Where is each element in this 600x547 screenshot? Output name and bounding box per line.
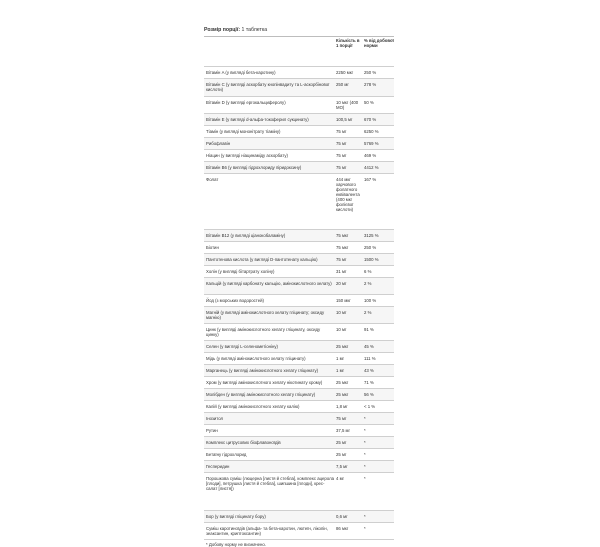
nutrient-name: Біотин	[206, 244, 219, 250]
nutrient-amount: 25 мкг	[336, 343, 349, 349]
table-row	[204, 340, 394, 352]
nutrient-name: Селен (у вигляді L-селенометіоніну)	[206, 343, 278, 349]
nutrient-daily-value: 2 %	[364, 309, 372, 315]
table-row	[204, 161, 394, 173]
table-row	[204, 113, 394, 125]
nutrient-daily-value: 4412 %	[364, 164, 379, 170]
serving-size-label: Розмір порції:	[204, 27, 241, 33]
nutrient-amount: 37,5 мг	[336, 427, 351, 433]
nutrient-amount: 4 мг	[336, 475, 345, 481]
table-row	[204, 510, 394, 522]
nutrient-name: Вітамін D (у вигляді ергокальциферолу)	[206, 99, 286, 105]
table-row	[204, 125, 394, 137]
table-row	[204, 229, 394, 241]
nutrient-name: Вітамін E (у вигляді d-альфа-токоферил сукцинату)	[206, 116, 309, 122]
nutrient-amount: 25 мкг	[336, 391, 349, 397]
nutrient-daily-value: 670 %	[364, 116, 377, 122]
nutrient-daily-value: *	[364, 451, 366, 457]
nutrient-daily-value: 250 %	[364, 244, 377, 250]
nutrient-daily-value: *	[364, 427, 366, 433]
nutrient-daily-value: 100 %	[364, 297, 377, 303]
nutrient-daily-value: 2 %	[364, 280, 372, 286]
nutrient-amount: 75 мг	[336, 256, 347, 262]
nutrient-amount: 75 мг	[336, 140, 347, 146]
nutrient-amount: 75 мг	[336, 152, 347, 158]
nutrient-amount: 75 мг	[336, 128, 347, 134]
table-row	[204, 149, 394, 161]
table-row	[204, 522, 394, 539]
nutrient-name: Тіамін (у вигляді мононітрату тіаміну)	[206, 128, 281, 134]
nutrient-daily-value: 6 %	[364, 268, 372, 274]
nutrient-daily-value: 43 %	[364, 367, 374, 373]
nutrient-amount: 10 мкг (400 МО)	[336, 99, 359, 110]
nutrient-name: Суміш каротиноїдів (альфа- та бета-каротин, лютеїн, лікопін, зеаксантин, криптоксантин)	[206, 525, 328, 536]
nutrient-name: Порошкова суміш (люцерна [листя й стебла], комплекс ацерола [плоди], петрушка [листя й стебла], шипшина [плоди], крес-салат [листя])	[206, 475, 334, 491]
header-name-spacer	[204, 38, 334, 66]
table-row	[204, 294, 394, 306]
nutrient-name: Гесперидин	[206, 463, 230, 469]
nutrient-daily-value: 5769 %	[364, 140, 379, 146]
nutrient-amount: 75 мкг	[336, 244, 349, 250]
nutrient-amount: 75 мг	[336, 415, 347, 421]
nutrient-amount: 444 мкг харчового фолатного еквівалента (400 мкг фолієвої кислоти)	[336, 176, 360, 212]
nutrient-name: Йод (з морських водоростей)	[206, 297, 264, 303]
table-row	[204, 436, 394, 448]
nutrient-daily-value: 111 %	[364, 355, 376, 361]
nutrient-daily-value: 250 %	[364, 69, 377, 75]
header-amount: Кількість в 1 порції	[336, 38, 360, 48]
nutrient-name: Пантотенова кислота (у вигляді D-пантотенату кальцію)	[206, 256, 318, 262]
nutrient-daily-value: *	[364, 525, 366, 531]
nutrient-amount: 2250 мкг	[336, 69, 354, 75]
nutrient-daily-value: 50 %	[364, 99, 374, 105]
nutrient-name: Вітамін C (у вигляді аскорбату кнопінвадиту та L-аскорбінової кислоти)	[206, 81, 330, 92]
nutrient-amount: 20 мг	[336, 280, 347, 286]
nutrient-amount: 31 мг	[336, 268, 347, 274]
nutrient-amount: 0,6 мг	[336, 513, 348, 519]
nutrient-name: Рутин	[206, 427, 218, 433]
nutrient-daily-value: 1500 %	[364, 256, 379, 262]
table-row	[204, 253, 394, 265]
nutrient-name: Ніацин (у вигляді ніацинаміду аскорбату)	[206, 152, 288, 158]
table-row	[204, 137, 394, 149]
nutrient-table	[204, 66, 394, 539]
nutrient-amount: 25 мг	[336, 439, 347, 445]
nutrient-daily-value: 91 %	[364, 326, 374, 332]
nutrient-name: Холін (у вигляді бітартрату холіну)	[206, 268, 275, 274]
nutrient-daily-value: 469 %	[364, 152, 377, 158]
nutrient-amount: 10 мг	[336, 326, 347, 332]
table-row	[204, 376, 394, 388]
nutrient-name: Калій (у вигляді амінокислотного хелату калію)	[206, 403, 300, 409]
nutrient-daily-value: *	[364, 513, 366, 519]
table-row	[204, 448, 394, 460]
nutrient-amount: 250 мг	[336, 81, 349, 87]
nutrient-name: Молібден (у вигляді амінокислотного хелату гліцинату)	[206, 391, 316, 397]
footnote: * Добову норму не визначено.	[204, 539, 394, 547]
nutrient-name: Вітамін B6 (у вигляді гідрохлориду піридоксину)	[206, 164, 302, 170]
nutrient-amount: 1 мг	[336, 355, 345, 361]
nutrient-name: Цинк (у вигляді амінокислотного хелату гліцинату, оксиду цинку)	[206, 326, 321, 337]
nutrient-daily-value: < 1 %	[364, 403, 376, 409]
nutrient-amount: 75 мг	[336, 164, 347, 170]
nutrient-daily-value: 45 %	[364, 343, 374, 349]
nutrient-daily-value: 167 %	[364, 176, 377, 182]
nutrient-daily-value: *	[364, 439, 366, 445]
table-row	[204, 66, 394, 78]
nutrient-amount: 25 мкг	[336, 379, 349, 385]
table-row	[204, 306, 394, 323]
table-row	[204, 400, 394, 412]
table-row	[204, 388, 394, 400]
table-row	[204, 352, 394, 364]
nutrient-daily-value: *	[364, 415, 366, 421]
table-row	[204, 364, 394, 376]
supplement-facts-panel	[204, 27, 394, 547]
table-row	[204, 173, 394, 229]
nutrient-name: Вітамін B12 (у вигляді ціанокобаламіну)	[206, 232, 286, 238]
nutrient-name: Кальцій (у вигляді карбонату кальцію, амінокислотного хелату)	[206, 280, 332, 286]
nutrient-daily-value: 278 %	[364, 81, 377, 87]
table-header	[204, 36, 394, 66]
nutrient-amount: 75 мкг	[336, 232, 349, 238]
nutrient-amount: 150 мкг	[336, 297, 351, 303]
table-row	[204, 241, 394, 253]
nutrient-name: Мідь (у вигляді амінокислотного хелату гліцинату)	[206, 355, 306, 361]
nutrient-amount: 25 мг	[336, 451, 347, 457]
table-row	[204, 78, 394, 96]
table-row	[204, 460, 394, 472]
nutrient-name: Хром (у вигляді амінокислотного хелату нікотинату хрому)	[206, 379, 323, 385]
nutrient-name: Рибофлавін	[206, 140, 231, 146]
serving-size-value: 1 таблетка	[240, 27, 268, 33]
nutrient-name: Магній (у вигляді амінокислотного хелату гліцинату; оксиду магнію)	[206, 309, 325, 320]
nutrient-daily-value: 3125 %	[364, 232, 379, 238]
nutrient-name: Комплекс цитрусових біофлавоноїдів	[206, 439, 281, 445]
table-row	[204, 424, 394, 436]
nutrient-name: Інозитол	[206, 415, 224, 421]
serving-size	[204, 27, 394, 36]
nutrient-daily-value: 56 %	[364, 391, 374, 397]
nutrient-daily-value: 71 %	[364, 379, 374, 385]
nutrient-name: Бетаїну гідрохлорид	[206, 451, 247, 457]
table-row	[204, 265, 394, 277]
nutrient-daily-value: *	[364, 475, 366, 481]
nutrient-name: Марганець (у вигляді амінокислотного хелату гліцинату)	[206, 367, 319, 373]
nutrient-amount: 86 мкг	[336, 525, 349, 531]
nutrient-name: Бор (у вигляді гліцинату бору)	[206, 513, 266, 519]
nutrient-amount: 1 мг	[336, 367, 345, 373]
nutrient-name: Фолат	[206, 176, 219, 182]
table-row	[204, 472, 394, 510]
table-row	[204, 96, 394, 113]
table-row	[204, 323, 394, 340]
nutrient-name: Вітамін A (у вигляді бета-каротину)	[206, 69, 276, 75]
header-daily-value: % від добової норми	[364, 38, 394, 48]
nutrient-amount: 10 мг	[336, 309, 347, 315]
table-row	[204, 412, 394, 424]
nutrient-amount: 100,5 мг	[336, 116, 353, 122]
table-row	[204, 277, 394, 294]
nutrient-amount: 1,8 мг	[336, 403, 348, 409]
nutrient-daily-value: *	[364, 463, 366, 469]
nutrient-daily-value: 6250 %	[364, 128, 379, 134]
nutrient-amount: 7,5 мг	[336, 463, 348, 469]
